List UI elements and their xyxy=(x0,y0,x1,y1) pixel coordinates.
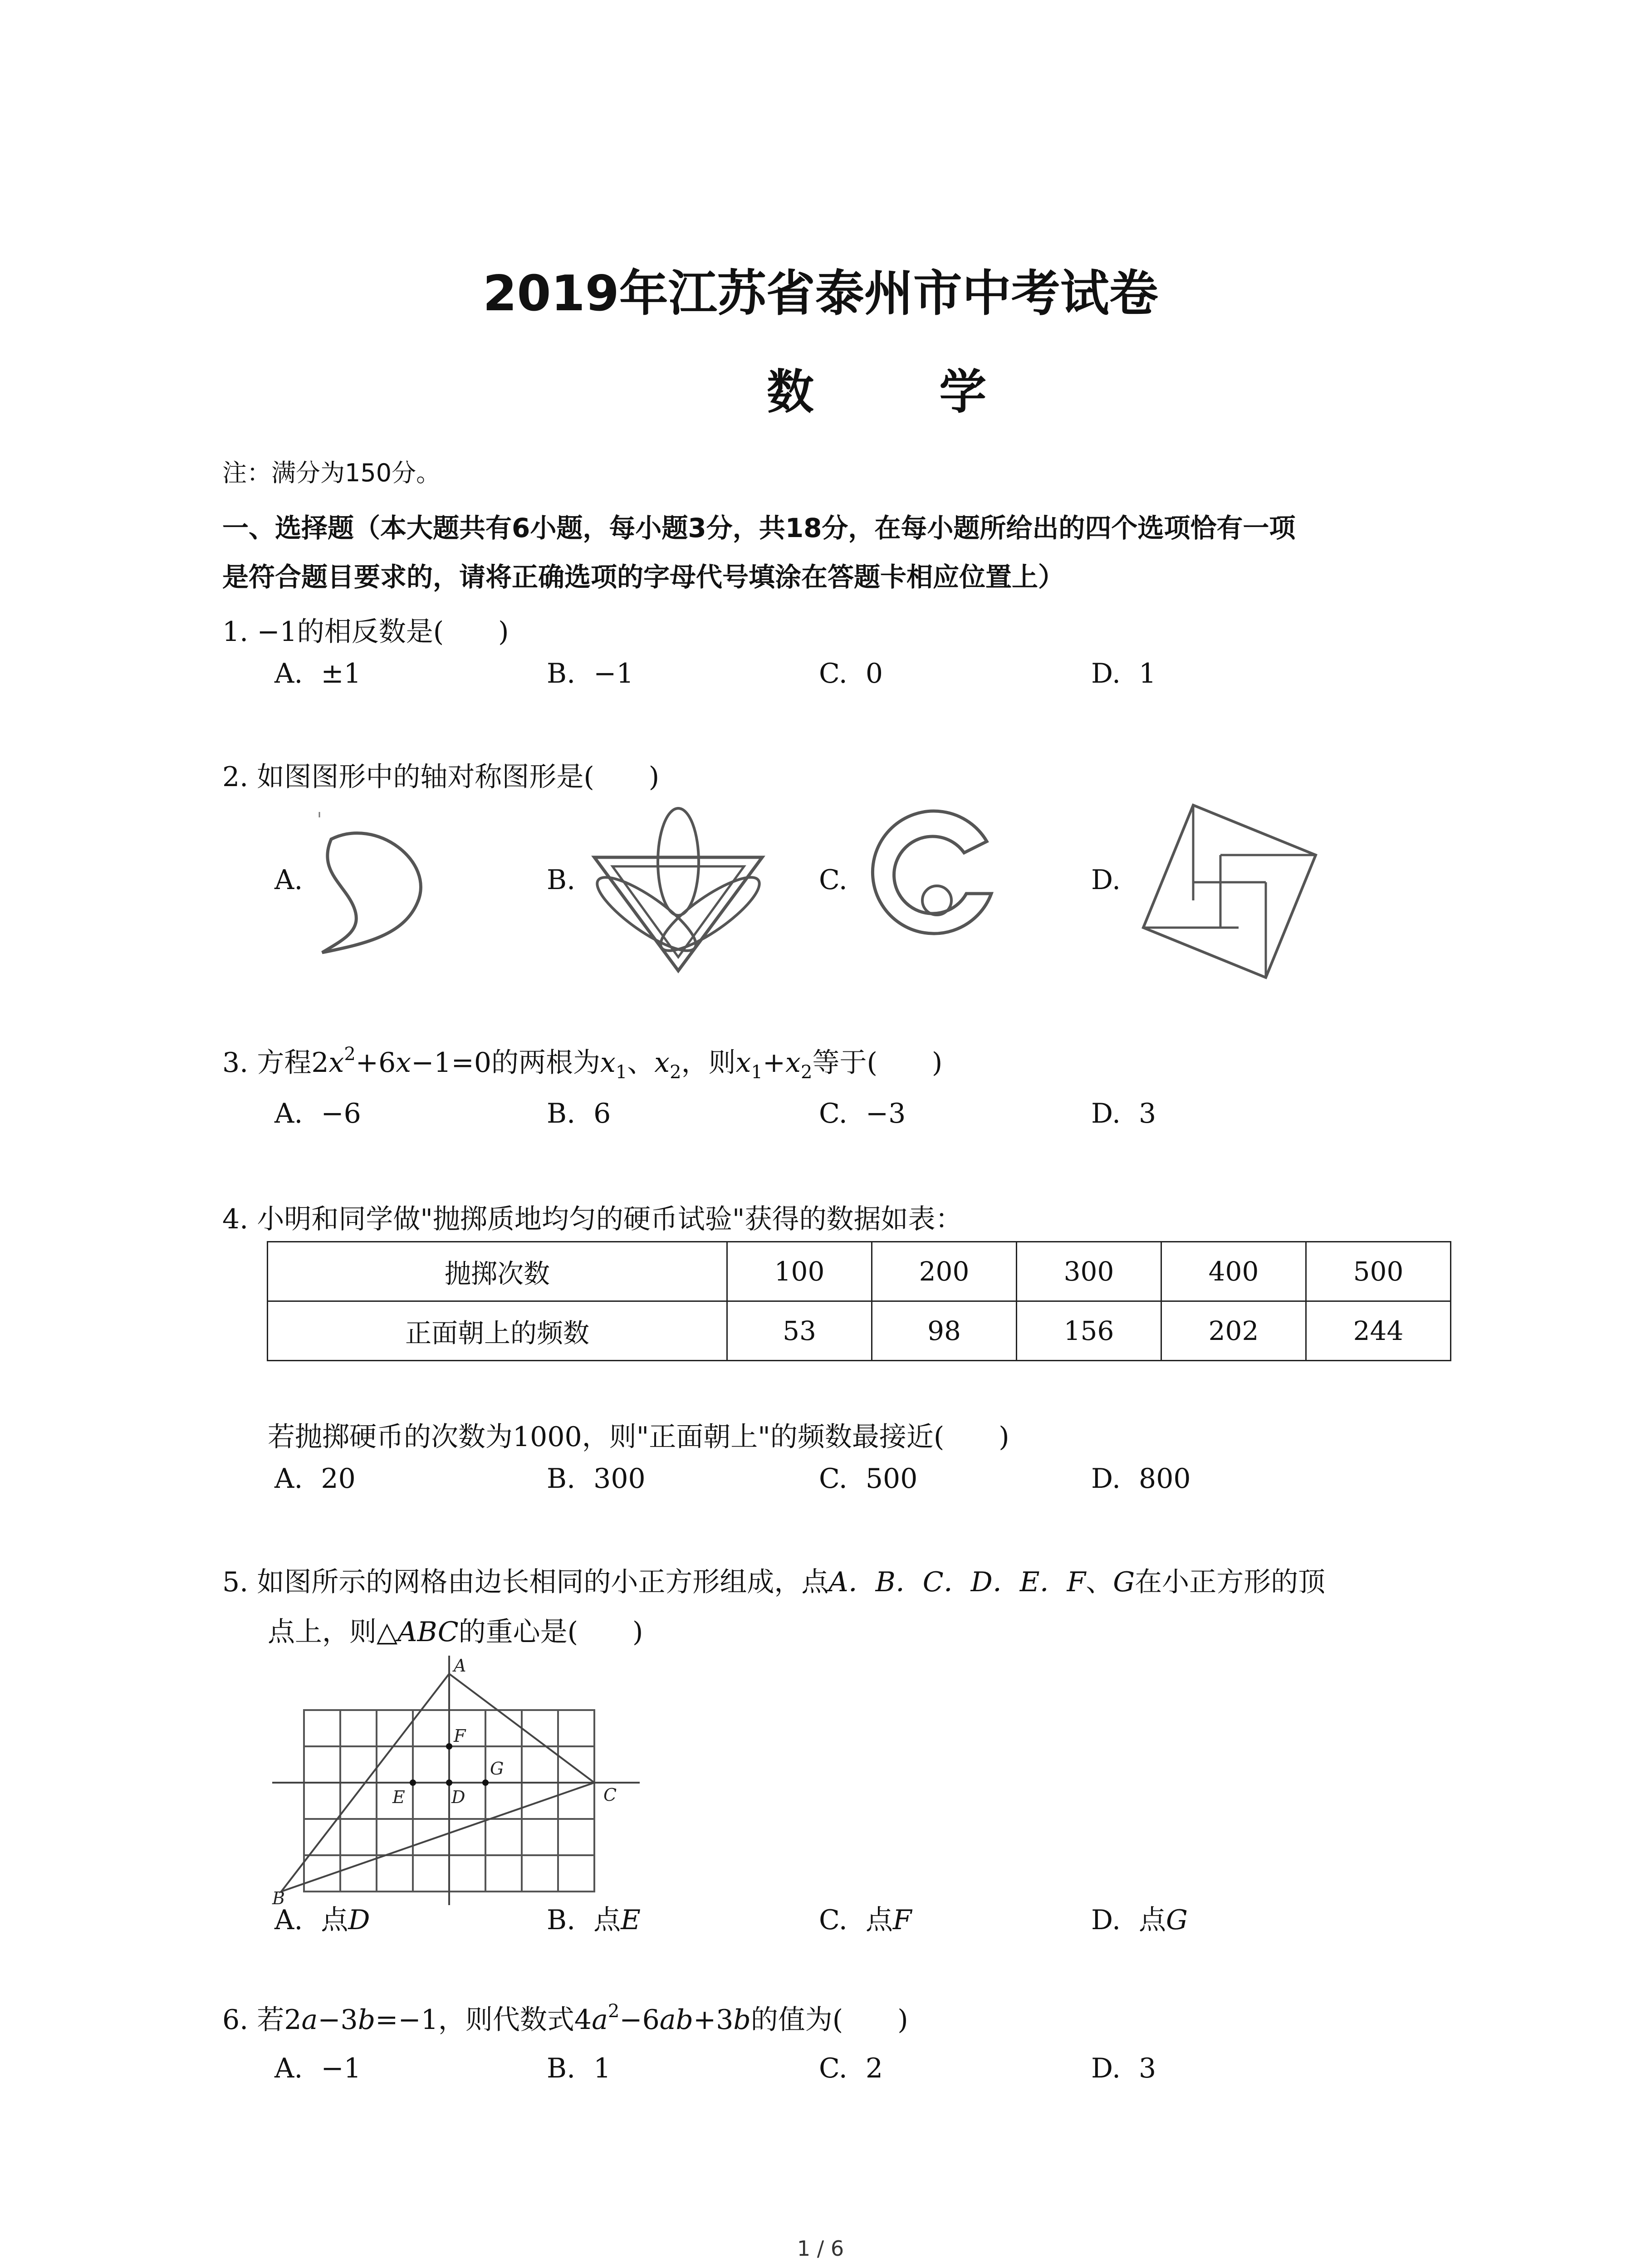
q5-option-d[interactable] xyxy=(1091,1898,1188,1937)
option-label: C. xyxy=(819,1904,847,1936)
score-note: 注：满分为150分。 xyxy=(222,459,441,487)
q3-text: + xyxy=(762,1047,786,1079)
option-text: 点 xyxy=(593,1904,621,1936)
option-label: C. xyxy=(819,1463,847,1495)
table-row xyxy=(268,1242,1451,1301)
figure-c-ring xyxy=(862,807,1025,962)
q3-var: x xyxy=(735,1047,751,1079)
q3-option-a[interactable] xyxy=(274,1098,361,1129)
table-cell: 244 xyxy=(1306,1301,1451,1361)
option-label: A. xyxy=(274,1904,303,1936)
question-3-stem xyxy=(222,1041,943,1083)
q4-option-d[interactable] xyxy=(1091,1463,1191,1495)
figure-d-square-pinwheel xyxy=(1139,805,1320,987)
q3-option-d[interactable] xyxy=(1091,1098,1156,1129)
q5-option-a[interactable] xyxy=(274,1898,370,1937)
q5-text: 的重心是( ) xyxy=(458,1616,643,1648)
question-4-follow: 若抛掷硬币的次数为1000，则"正面朝上"的频数最接近( ) xyxy=(268,1421,1009,1453)
table-cell: 156 xyxy=(1017,1301,1161,1361)
section-heading xyxy=(222,503,1295,601)
q2-label-d[interactable]: D. xyxy=(1091,864,1121,896)
q4-option-c[interactable] xyxy=(819,1463,917,1495)
option-text: 20 xyxy=(321,1463,356,1495)
option-text: 300 xyxy=(593,1463,646,1495)
option-text: 3 xyxy=(1139,2053,1156,2084)
q3-option-c[interactable] xyxy=(819,1098,906,1129)
q5-option-c[interactable] xyxy=(819,1898,911,1937)
point-label-c: C xyxy=(603,1785,617,1805)
q5-text: 点上，则△ xyxy=(268,1616,398,1648)
option-label: C. xyxy=(819,658,847,689)
option-text: 800 xyxy=(1139,1463,1191,1495)
q6-text: 6. 若2 xyxy=(222,2004,302,2036)
table-cell: 200 xyxy=(872,1242,1017,1301)
q3-text: +6 xyxy=(355,1047,396,1079)
table-cell: 400 xyxy=(1161,1242,1306,1301)
table-cell: 98 xyxy=(872,1301,1017,1361)
page-title: 2019年江苏省泰州市中考试卷 xyxy=(483,265,1158,322)
q3-text: 3. 方程2 xyxy=(222,1047,329,1079)
q5-triangle: ABC xyxy=(397,1616,459,1648)
q1-option-c[interactable] xyxy=(819,658,883,689)
question-6-stem xyxy=(222,1998,908,2037)
q3-sub: 1 xyxy=(615,1062,627,1083)
q1-option-b[interactable] xyxy=(547,658,634,689)
coin-toss-table xyxy=(267,1241,1451,1361)
q6-option-b[interactable] xyxy=(547,2053,611,2084)
option-var: G xyxy=(1166,1904,1188,1936)
q6-text: =−1，则代数式4 xyxy=(375,2004,592,2036)
option-text: 点 xyxy=(321,1904,348,1936)
option-label: B. xyxy=(547,1463,576,1495)
q3-option-b[interactable] xyxy=(547,1098,611,1129)
point-label-g: G xyxy=(490,1759,504,1779)
q6-var: ab xyxy=(659,2004,693,2036)
q4-option-b[interactable] xyxy=(547,1463,646,1495)
option-label: B. xyxy=(547,658,576,689)
question-4-stem: 4. 小明和同学做"抛掷质地均匀的硬币试验"获得的数据如表： xyxy=(222,1203,963,1235)
q3-sub: 2 xyxy=(670,1062,681,1083)
option-label: D. xyxy=(1091,658,1121,689)
option-label: D. xyxy=(1091,2053,1121,2084)
q3-var: x xyxy=(785,1047,801,1079)
q3-text: −1=0的两根为 xyxy=(411,1047,600,1079)
table-row-header: 抛掷次数 xyxy=(268,1242,727,1301)
question-5-line1 xyxy=(222,1560,1325,1599)
option-var: F xyxy=(892,1904,912,1936)
q6-var: a xyxy=(301,2004,318,2036)
table-cell: 202 xyxy=(1161,1301,1306,1361)
table-cell: 500 xyxy=(1306,1242,1451,1301)
q5-option-b[interactable] xyxy=(547,1898,641,1937)
q5-points: A．B．C．D．E．F xyxy=(828,1566,1086,1598)
question-1-stem: 1. −1的相反数是( ) xyxy=(222,616,509,648)
table-cell: 300 xyxy=(1017,1242,1161,1301)
grid-triangle-figure xyxy=(272,1651,644,1908)
q3-var: x xyxy=(396,1047,411,1079)
option-text: 3 xyxy=(1139,1098,1156,1129)
option-label: C. xyxy=(819,1098,847,1129)
option-label: B. xyxy=(547,1098,576,1129)
option-text: 500 xyxy=(865,1463,918,1495)
option-text: 2 xyxy=(865,2053,883,2084)
q2-label-a[interactable]: A. xyxy=(274,864,303,896)
q3-sup: 2 xyxy=(344,1044,356,1065)
q6-var: a xyxy=(592,2004,608,2036)
q3-text: 等于( ) xyxy=(812,1047,943,1079)
option-label: A. xyxy=(274,1098,303,1129)
option-label: D. xyxy=(1091,1463,1121,1495)
table-cell: 100 xyxy=(727,1242,872,1301)
option-label: D. xyxy=(1091,1098,1121,1129)
option-text: 点 xyxy=(1139,1904,1166,1936)
q3-sub: 1 xyxy=(751,1062,763,1083)
q6-option-d[interactable] xyxy=(1091,2053,1156,2084)
question-2-stem: 2. 如图图形中的轴对称图形是( ) xyxy=(222,761,660,793)
option-text: −3 xyxy=(865,1098,906,1129)
option-label: D. xyxy=(1091,1904,1121,1936)
option-text: 1 xyxy=(1139,658,1156,689)
q5-text: 5. 如图所示的网格由边长相同的小正方形组成，点 xyxy=(222,1566,829,1598)
q6-var: b xyxy=(733,2004,751,2036)
q3-var: x xyxy=(328,1047,344,1079)
q6-text: −6 xyxy=(619,2004,660,2036)
q3-var: x xyxy=(654,1047,670,1079)
q1-option-d[interactable] xyxy=(1091,658,1156,689)
option-var: E xyxy=(621,1904,641,1936)
q6-text: +3 xyxy=(693,2004,734,2036)
q3-text: ，则 xyxy=(681,1047,736,1079)
q6-var: b xyxy=(358,2004,376,2036)
option-label: C. xyxy=(819,2053,847,2084)
q6-option-a[interactable] xyxy=(274,2053,361,2084)
table-row-header: 正面朝上的频数 xyxy=(268,1301,727,1361)
point-label-a: A xyxy=(454,1656,466,1676)
q6-option-c[interactable] xyxy=(819,2053,883,2084)
option-text: ±1 xyxy=(321,658,361,689)
point-label-d: D xyxy=(451,1787,465,1807)
q6-sup: 2 xyxy=(607,2001,620,2022)
section-heading-line2: 是符合题目要求的，请将正确选项的字母代号填涂在答题卡相应位置上） xyxy=(222,562,1065,592)
q6-text: −3 xyxy=(318,2004,358,2036)
subject-title: 数 学 xyxy=(767,364,1041,420)
q2-label-c[interactable]: C. xyxy=(819,864,847,896)
point-label-e: E xyxy=(392,1787,405,1807)
figure-a-comma-shape xyxy=(313,807,449,962)
option-text: 1 xyxy=(593,2053,611,2084)
table-cell: 53 xyxy=(727,1301,872,1361)
section-heading-line1: 一、选择题（本大题共有6小题，每小题3分，共18分，在每小题所给出的四个选项恰有一项 xyxy=(222,513,1296,543)
option-text: −6 xyxy=(321,1098,361,1129)
q6-text: 的值为( ) xyxy=(750,2004,908,2036)
option-label: A. xyxy=(274,658,303,689)
option-label: A. xyxy=(274,2053,303,2084)
page-number: 1 / 6 xyxy=(797,2236,844,2261)
q3-text: 、 xyxy=(627,1047,655,1079)
q3-sub: 2 xyxy=(801,1062,813,1083)
option-text: −1 xyxy=(593,658,634,689)
option-text: −1 xyxy=(321,2053,361,2084)
option-var: D xyxy=(348,1904,370,1936)
point-label-f: F xyxy=(454,1726,466,1746)
q2-label-b[interactable]: B. xyxy=(547,864,576,896)
q5-text: 、 xyxy=(1086,1566,1113,1598)
point-label-b: B xyxy=(272,1888,285,1908)
option-label: A. xyxy=(274,1463,303,1495)
table-row xyxy=(268,1301,1451,1361)
q5-point-g: G xyxy=(1113,1566,1135,1598)
option-text: 点 xyxy=(865,1904,893,1936)
option-label: B. xyxy=(547,1904,576,1936)
question-5-line2 xyxy=(268,1610,643,1649)
q1-option-a[interactable] xyxy=(274,658,361,689)
figure-b-triangle-ellipses xyxy=(585,807,776,980)
q4-option-a[interactable] xyxy=(274,1463,356,1495)
option-label: B. xyxy=(547,2053,576,2084)
option-text: 0 xyxy=(865,658,883,689)
q5-text: 在小正方形的顶 xyxy=(1135,1566,1326,1598)
option-text: 6 xyxy=(593,1098,611,1129)
q3-var: x xyxy=(600,1047,616,1079)
